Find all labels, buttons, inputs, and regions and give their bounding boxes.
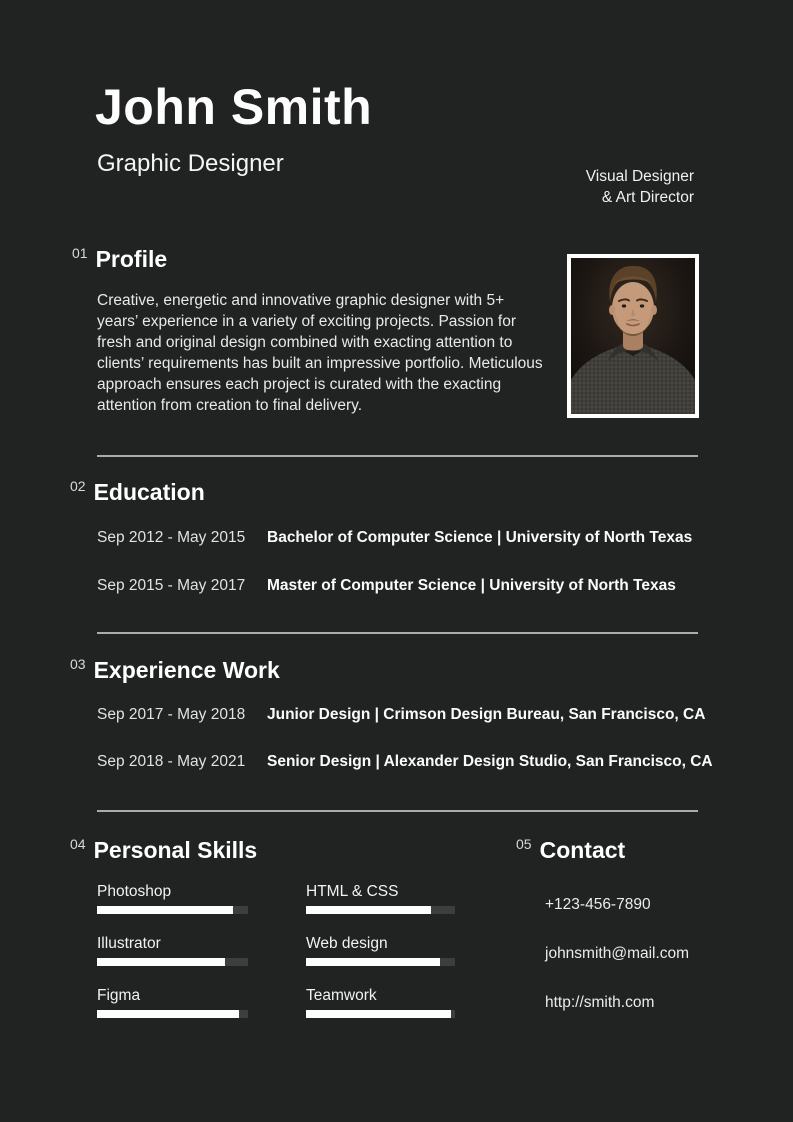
section-title: Experience Work bbox=[93, 657, 280, 683]
skill-label: Teamwork bbox=[306, 987, 377, 1004]
section-number: 01 bbox=[72, 245, 88, 261]
divider bbox=[97, 455, 698, 457]
skill-item bbox=[306, 936, 455, 966]
section-title: Profile bbox=[95, 246, 168, 272]
contact-list bbox=[545, 897, 689, 1044]
skill-bar bbox=[97, 1010, 248, 1018]
skill-item bbox=[97, 884, 248, 914]
section-number: 05 bbox=[516, 836, 532, 852]
experience-period: Sep 2018 - May 2021 bbox=[97, 753, 246, 770]
contact-section-heading bbox=[516, 835, 625, 863]
experience-row bbox=[97, 706, 705, 724]
experience-row bbox=[97, 753, 713, 771]
education-row bbox=[97, 529, 692, 547]
skill-bar-fill bbox=[97, 1010, 239, 1018]
skill-bar-fill bbox=[306, 1010, 451, 1018]
skill-item bbox=[306, 884, 455, 914]
education-period: Sep 2012 - May 2015 bbox=[97, 529, 246, 546]
experience-detail: Junior Design | Crimson Design Bureau, San Francisco, CA bbox=[267, 706, 706, 723]
skill-item bbox=[97, 988, 248, 1018]
tagline-line-2: & Art Director bbox=[601, 189, 694, 206]
education-period: Sep 2015 - May 2017 bbox=[97, 577, 246, 594]
skill-label: Illustrator bbox=[97, 935, 161, 952]
skill-label: Web design bbox=[306, 935, 388, 952]
profile-text: Creative, energetic and innovative graphic designer with 5+ years’ experience in a variety of exciting projects. Passion for fresh and original design combined with exacting attention to clients’ requirements has built an impressive portfolio. Meticulous approach ensures each project is curated with the exacting attention from creation to final delivery. bbox=[97, 292, 543, 414]
tagline-line-1: Visual Designer bbox=[585, 168, 694, 185]
skill-bar-fill bbox=[97, 906, 233, 914]
experience-period: Sep 2017 - May 2018 bbox=[97, 706, 246, 723]
skills-section-heading bbox=[70, 835, 257, 863]
education-row bbox=[97, 577, 676, 595]
portrait-image bbox=[571, 258, 695, 414]
contact-email[interactable]: johnsmith@mail.com bbox=[545, 945, 690, 962]
section-title: Education bbox=[93, 479, 205, 505]
profile-section-heading bbox=[72, 244, 167, 272]
tagline bbox=[586, 166, 694, 208]
skills-column-left bbox=[97, 884, 248, 1040]
education-detail: Bachelor of Computer Science | University of North Texas bbox=[267, 529, 693, 546]
divider bbox=[97, 632, 698, 634]
skills-column-right bbox=[306, 884, 455, 1040]
skill-label: HTML & CSS bbox=[306, 883, 399, 900]
skill-bar bbox=[306, 958, 455, 966]
section-title: Contact bbox=[539, 837, 626, 863]
education-section-heading bbox=[70, 477, 205, 505]
skill-bar-fill bbox=[306, 906, 431, 914]
experience-section-heading bbox=[70, 655, 280, 683]
skill-label: Figma bbox=[97, 987, 141, 1004]
skill-bar bbox=[306, 1010, 455, 1018]
portrait-photo bbox=[567, 254, 699, 418]
section-number: 02 bbox=[70, 478, 86, 494]
skill-bar bbox=[306, 906, 455, 914]
skill-bar bbox=[97, 958, 248, 966]
contact-website[interactable]: http://smith.com bbox=[545, 994, 655, 1011]
education-detail: Master of Computer Science | University of North Texas bbox=[267, 577, 676, 594]
skill-item bbox=[97, 936, 248, 966]
divider bbox=[97, 810, 698, 812]
section-number: 04 bbox=[70, 836, 86, 852]
skill-label: Photoshop bbox=[97, 883, 172, 900]
skill-bar-fill bbox=[97, 958, 225, 966]
contact-phone[interactable]: +123-456-7890 bbox=[545, 896, 651, 913]
job-title: Graphic Designer bbox=[97, 150, 284, 177]
experience-detail: Senior Design | Alexander Design Studio, San Francisco, CA bbox=[267, 753, 713, 770]
person-name: John Smith bbox=[95, 79, 373, 135]
skill-bar-fill bbox=[306, 958, 440, 966]
skill-bar bbox=[97, 906, 248, 914]
section-number: 03 bbox=[70, 656, 86, 672]
skill-item bbox=[306, 988, 455, 1018]
section-title: Personal Skills bbox=[93, 837, 258, 863]
